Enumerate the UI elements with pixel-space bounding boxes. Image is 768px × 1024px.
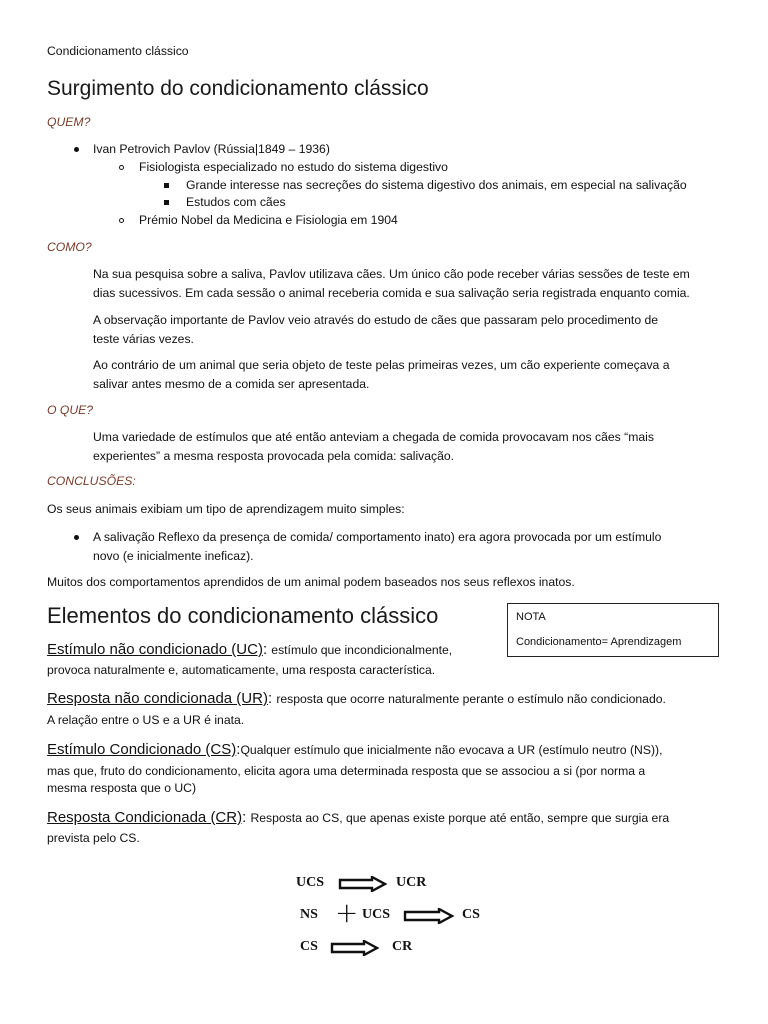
label-como: COMO? xyxy=(47,240,92,254)
formula-ucs-2: UCS xyxy=(362,907,391,922)
ur-body-line2: A relação entre o US e a UR é inata. xyxy=(47,713,245,727)
cs-body-line1: Qualquer estímulo que inicialmente não evocava a UR (estímulo neutro (NS)), xyxy=(240,743,663,757)
formula-cs: CS xyxy=(462,907,480,922)
definition-uc xyxy=(47,641,452,659)
uc-body-line2: provoca naturalmente e, automaticamente, uma resposta característica. xyxy=(47,663,436,677)
label-conclusoes: CONCLUSÕES: xyxy=(47,474,136,488)
text-line: A observação importante de Pavlov veio através do estudo de cães que passaram pelo procedimento de xyxy=(93,313,659,327)
text-line: dias sucessivos. Em cada sessão o animal receberia comida e sua salivação seria registrada enquanto comia. xyxy=(93,285,690,300)
text-line: A salivação Reflexo da presença de comida/ comportamento inato) era agora provocada por um estímulo xyxy=(93,530,662,544)
bullet-fisiologista: Fisiologista especializado no estudo do sistema digestivo xyxy=(139,160,448,174)
arrow-right-icon xyxy=(338,876,388,892)
arrow-right-icon xyxy=(330,940,380,956)
text-line: Na sua pesquisa sobre a saliva, Pavlov utilizava cães. Um único cão pode receber várias sessões de teste em xyxy=(93,267,690,281)
text-line: teste várias vezes. xyxy=(93,331,194,346)
o-que-paragraph xyxy=(93,428,654,465)
como-paragraph-3 xyxy=(93,356,670,393)
formula-ns: NS xyxy=(300,907,318,922)
conclusoes-intro: Os seus animais exibiam um tipo de aprendizagem muito simples: xyxy=(47,502,405,516)
arrow-right-icon xyxy=(403,908,455,924)
term-cs: Estímulo Condicionado (CS) xyxy=(47,741,237,758)
plus-icon: + xyxy=(335,896,359,929)
formula-cr: CR xyxy=(392,939,413,954)
section-title-surgimento: Surgimento do condicionamento clássico xyxy=(47,77,429,100)
formula-ucs: UCS xyxy=(296,875,325,890)
ur-body-line1: resposta que ocorre naturalmente perante o estímulo não condicionado. xyxy=(276,692,666,706)
text-line: novo (e inicialmente ineficaz). xyxy=(93,548,254,563)
conclusoes-bullet xyxy=(93,528,661,565)
bullet-estudos: Estudos com cães xyxy=(186,195,286,209)
colon: : xyxy=(236,741,241,758)
bullet-interesse: Grande interesse nas secreções do sistema digestivo dos animais, em especial na salivação xyxy=(186,178,687,192)
term-ur: Resposta não condicionada (UR) xyxy=(47,690,268,707)
doc-header: Condicionamento clássico xyxy=(47,44,189,58)
label-quem: QUEM? xyxy=(47,115,91,129)
cr-body-line2: prevista pelo CS. xyxy=(47,831,140,845)
cr-body-line1: Resposta ao CS, que apenas existe porque até então, sempre que surgia era xyxy=(250,811,670,825)
bullet-square-icon xyxy=(164,200,169,205)
text-line: experientes” a mesma resposta provocada pela comida: salivação. xyxy=(93,448,455,463)
como-paragraph-1 xyxy=(93,265,690,302)
text-line: salivar antes mesmo de a comida ser apresentada. xyxy=(93,376,370,391)
formula-ucr: UCR xyxy=(396,875,427,890)
bullet-dot-icon xyxy=(74,147,79,152)
text-line: Ao contrário de um animal que seria objeto de teste pelas primeiras vezes, um cão experiente começava a xyxy=(93,358,670,372)
nota-box xyxy=(507,603,719,657)
section-title-elementos: Elementos do condicionamento clássico xyxy=(47,603,439,628)
bullet-circle-icon xyxy=(119,165,124,170)
definition-cr xyxy=(47,809,669,827)
nota-title: NOTA xyxy=(516,611,546,623)
cs-body-line3: mesma resposta que o UC) xyxy=(47,781,197,795)
term-cr: Resposta Condicionada (CR) xyxy=(47,809,243,826)
conditioning-formulas xyxy=(280,866,520,966)
definition-ur xyxy=(47,690,666,708)
formula-cs-2: CS xyxy=(300,939,318,954)
term-uc: Estímulo não condicionado (UC) xyxy=(47,641,263,658)
como-paragraph-2 xyxy=(93,311,658,348)
colon: : xyxy=(262,641,272,658)
conclusoes-final: Muitos dos comportamentos aprendidos de um animal podem baseados nos seus reflexos inatos. xyxy=(47,575,575,589)
definition-cs xyxy=(47,741,662,759)
bullet-nobel: Prémio Nobel da Medicina e Fisiologia em 1904 xyxy=(139,213,398,227)
label-o-que: O QUE? xyxy=(47,403,94,417)
uc-body-line1: estímulo que incondicionalmente, xyxy=(271,643,453,657)
bullet-square-icon xyxy=(164,183,169,188)
nota-body: Condicionamento= Aprendizagem xyxy=(516,636,682,648)
colon: : xyxy=(242,809,251,826)
bullet-dot-icon xyxy=(74,535,79,540)
text-line: Uma variedade de estímulos que até então anteviam a chegada de comida provocavam nos cães “mais xyxy=(93,430,654,444)
bullet-circle-icon xyxy=(119,218,124,223)
cs-body-line2: mas que, fruto do condicionamento, elicita agora uma determinada resposta que se associou a si (por norma a xyxy=(47,764,646,778)
bullet-pavlov: Ivan Petrovich Pavlov (Rússia|1849 – 1936) xyxy=(93,142,330,156)
colon: : xyxy=(267,690,277,707)
